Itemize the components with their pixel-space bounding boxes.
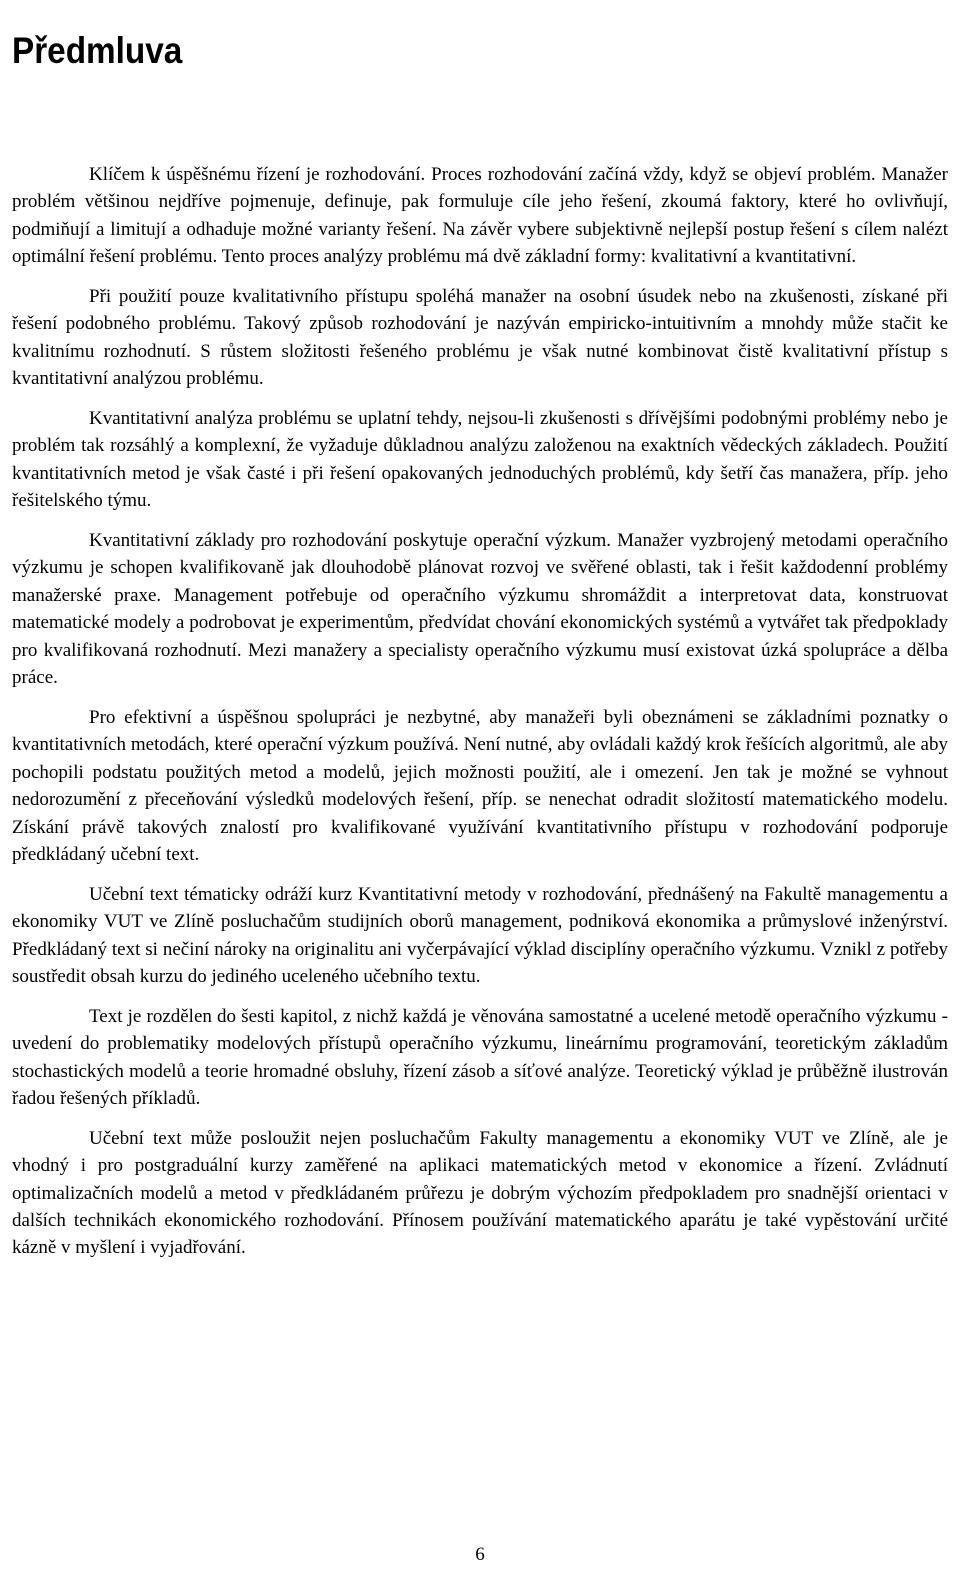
paragraph: Kvantitativní analýza problému se uplatní tehdy, nejsou-li zkušenosti s dřívějšími podobnými problémy nebo je problém tak rozsáhlý a komplexní, že vyžaduje důkladnou analýzu založenou na exaktních vědeckých základech. Použití kvantitativních metod je však časté i při řešení opakovaných jednoduchých problémů, kdy šetří čas manažera, příp. jeho řešitelského týmu. — [12, 408, 948, 512]
paragraph: Pro efektivní a úspěšnou spolupráci je nezbytné, aby manažeři byli obeznámeni se základními poznatky o kvantitativních metodách, které operační výzkum používá. Není nutné, aby ovládali každý krok řešících algoritmů, ale aby pochopili podstatu použitých metod a modelů, jejich možnosti použití, ale i omezení. Jen tak je možné se vyhnout nedorozumění z přeceňování výsledků modelových řešení, příp. se nenechat odradit složitostí matematického modelu. Získání právě takových znalostí pro kvalifikované využívání kvantitativního přístupu v rozhodování podporuje předkládaný učební text. — [12, 706, 948, 865]
body-text — [12, 161, 948, 1274]
paragraph: Klíčem k úspěšnému řízení je rozhodování. Proces rozhodování začíná vždy, když se objeví problém. Manažer problém většinou nejdříve pojmenuje, definuje, pak formuluje cíle jeho řešení, zkoumá faktory, které ho ovlivňují, podmiňují a limitují a odhaduje možné varianty řešení. Na závěr vybere subjektivně nejlepší postup řešení s cílem nalézt optimální řešení problému. Tento proces analýzy problému má dvě základní formy: kvalitativní a kvantitativní. — [12, 164, 948, 268]
paragraph: Učební text tématicky odráží kurz Kvantitativní metody v rozhodování, přednášený na Fakultě managementu a ekonomiky VUT ve Zlíně posluchačům studijních oborů management, podniková ekonomika a průmyslové inženýrství. Předkládaný text si nečiní nároky na originalitu ani vyčerpávající výklad disciplíny operačního výzkumu. Vznikl z potřeby soustředit obsah kurzu do jediného uceleného učebního textu. — [12, 883, 948, 987]
paragraph: Učební text může posloužit nejen posluchačům Fakulty managementu a ekonomiky VUT ve Zlíně, ale je vhodný i pro postgraduální kurzy zaměřené na aplikaci matematických metod v ekonomice a řízení. Zvládnutí optimalizačních modelů a metod v předkládaném průřezu je dobrým výchozím předpokladem pro snadnější orientaci v dalších technikách ekonomického rozhodování. Přínosem používání matematického aparátu je také vypěstování určité kázně v myšlení i vyjadřování. — [12, 1127, 948, 1259]
paragraph: Text je rozdělen do šesti kapitol, z nichž každá je věnována samostatné a ucelené metodě operačního výzkumu - uvedení do problematiky modelových přístupů operačního výzkumu, lineárnímu programování, teoretickým základům stochastických modelů a teorie hromadné obsluhy, řízení zásob a síťové analýze. Teoretický výklad je průběžně ilustrován řadou řešených příkladů. — [12, 1005, 948, 1109]
page-title: Předmluva — [12, 30, 183, 71]
page-number: 6 — [475, 1544, 485, 1565]
paragraph: Kvantitativní základy pro rozhodování poskytuje operační výzkum. Manažer vyzbrojený metodami operačního výzkumu je schopen kvalifikovaně jak dlouhodobě plánovat rozvoj ve svěřené oblasti, tak i řešit každodenní problémy manažerské praxe. Management potřebuje od operačního výzkumu shromáždit a interpretovat data, konstruovat matematické modely a podrobovat je experimentům, předvídat chování ekonomických systémů a vytvářet tak předpoklady pro kvalifikovaná rozhodnutí. Mezi manažery a specialisty operačního výzkumu musí existovat úzká spolupráce a dělba práce. — [12, 530, 948, 689]
paragraph: Při použití pouze kvalitativního přístupu spoléhá manažer na osobní úsudek nebo na zkušenosti, získané při řešení podobného problému. Takový způsob rozhodování je nazýván empiricko-intuitivním a mnohdy může stačit ke kvalitnímu rozhodnutí. S růstem složitosti řešeného problému je však nutné kombinovat čistě kvalitativní přístup s kvantitativní analýzou problému. — [12, 286, 948, 390]
